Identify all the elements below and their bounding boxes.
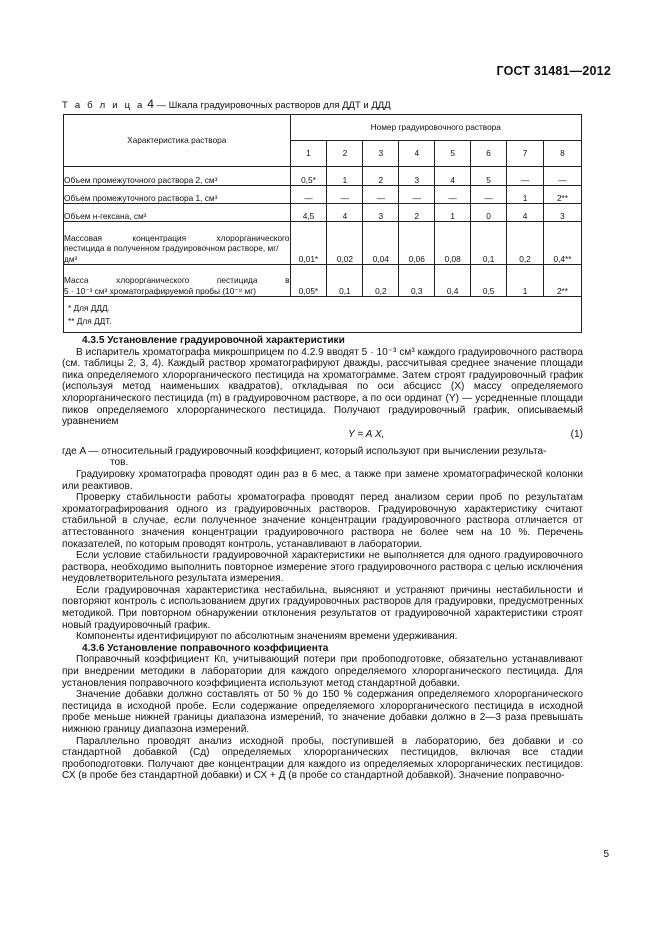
row-label-line: пестицида в полученном градуировочном растворе, мг/дм³	[64, 243, 279, 264]
table-cell: 3	[543, 204, 581, 222]
header-characteristic: Характеристика раствора	[64, 115, 291, 167]
row-label-line: Массовая концентрация хлорорганического	[64, 232, 290, 243]
table-caption-title: — Шкала градуировочных растворов для ДДТ и ДДД	[153, 100, 391, 111]
table-cell: —	[543, 167, 581, 186]
table-notes	[64, 297, 582, 333]
table-cell: 1	[327, 167, 363, 186]
row-label-line: Масса хлорорганического пестицида в	[64, 275, 290, 285]
table-cell: 0,02	[327, 222, 363, 265]
table-row	[64, 186, 582, 204]
column-number: 6	[471, 141, 507, 167]
where-text: где A — относительный градуировочный коэффициент, который используют при вычислении результа-	[62, 445, 547, 457]
table-caption-number: 4	[147, 97, 154, 111]
column-number: 5	[435, 141, 471, 167]
table-cell: 4,5	[290, 204, 327, 222]
section-heading: 4.3.5 Установление градуировочной характеристики	[82, 335, 345, 346]
table-cell: 3	[399, 167, 435, 186]
table-cell: —	[363, 186, 399, 204]
table-caption-prefix: Т а б л и ц а	[62, 100, 145, 111]
paragraph: В испаритель хроматографа микрошприцем по 4.2.9 вводят 5 · 10⁻³ см³ каждого градуировочного раствора (см. таблицы 2, 3, 4). Каждый раствор хроматографируют дважды, рассчитывая среднее значение площади пика определяемого хлорорганического пестицида на хроматограмме. Затем строят градуировочный график (используя метод наименьших квадратов), откладывая по оси абсцисс (X) массу определяемого хлорорганического пестицида (m) в градуировочном растворе, а по оси ординат (Y) — усредненные площади пиков определяемого хлорорганического пестицида. Получают градуировочный график, описываемый уравнением	[62, 346, 583, 428]
row-label	[64, 265, 291, 297]
table-cell: 0,06	[399, 222, 435, 265]
equation-number: (1)	[570, 428, 583, 440]
table-cell: —	[399, 186, 435, 204]
body-text	[62, 335, 583, 782]
row-label: Объем промежуточного раствора 2, см³	[64, 167, 291, 186]
table-cell: 0,1	[471, 222, 507, 265]
column-number: 1	[290, 141, 327, 167]
table-cell: 0,3	[399, 265, 435, 297]
table-cell: 5	[471, 167, 507, 186]
table-cell: 0	[471, 204, 507, 222]
table-note: ** Для ДДТ.	[68, 315, 112, 326]
row-label	[64, 222, 291, 265]
standard-code: ГОСТ 31481—2012	[496, 64, 611, 78]
paragraph: Проверку стабильности работы хроматографа проводят перед анализом серии проб по результатам хроматографирования одного из градуировочных растворов. Градуировочную характеристику считают стабильной в случае, если полученное значение концентрации градуировочного раствора отличается от аттестованного значения концентрации градуировочного раствора не более чем на 10 %. Перечень показателей, по которым проводят контроль, устанавливают в лаборатории.	[62, 492, 583, 550]
calibration-table	[63, 114, 582, 333]
column-number: 2	[327, 141, 363, 167]
table-cell: 0,2	[507, 222, 544, 265]
table-cell: 2	[363, 167, 399, 186]
table-cell: 0,5	[471, 265, 507, 297]
paragraph: Если градуировочная характеристика нестабильна, выясняют и устраняют причины нестабильности и повторяют контроль с использованием других градуировочных растворов для градуировки, предусмотренных методикой. При повторном обнаружении отклонения результатов от градуировочной характеристики строят новый градуировочный график.	[62, 584, 583, 631]
where-clause	[62, 446, 583, 469]
paragraph: Градуировку хроматографа проводят один раз в 6 мес, а также при замене хроматографической колонки или реактивов.	[62, 468, 583, 492]
table-row	[64, 222, 582, 265]
table-cell: 2	[399, 204, 435, 222]
table-cell: —	[471, 186, 507, 204]
column-number: 7	[507, 141, 544, 167]
table-row	[64, 265, 582, 297]
row-label: Объем промежуточного раствора 1, см³	[64, 186, 291, 204]
table-cell: 4	[507, 204, 544, 222]
where-continuation: тов.	[110, 457, 129, 469]
paragraph: Если условие стабильности градуировочной характеристики не выполняется для одного градуировочного раствора, необходимо выполнить повторное измерение этого градуировочного раствора с целью исключения неудовлетворительного результата измерения.	[62, 550, 583, 585]
table-cell: 4	[435, 167, 471, 186]
section-heading: 4.3.6 Установление поправочного коэффициента	[82, 642, 329, 654]
table-cell: —	[435, 186, 471, 204]
table-cell: —	[507, 167, 544, 186]
page-number: 5	[603, 849, 609, 860]
paragraph: Компоненты идентифицируют по абсолютным значениям времени удерживания.	[76, 631, 458, 643]
row-label-line: 5 · 10⁻³ см³ хроматографируемой пробы (10⁻⁸ мг)	[64, 285, 256, 296]
equation-formula: Y = A X,	[348, 428, 385, 440]
table-cell: 1	[507, 186, 544, 204]
paragraph: Значение добавки должно составлять от 50 % до 150 % содержания определяемого хлорорганического пестицида в исходной пробе. Если содержание определяемого хлорорганического пестицида в исходной пробе меньше нижней границы диапазона измерений, то значение добавки должно в 2—3 раза превышать нижнюю границу диапазона измерений.	[62, 689, 583, 735]
table-caption	[62, 97, 391, 111]
table-cell: 1	[507, 265, 544, 297]
table-cell: 1	[435, 204, 471, 222]
table-cell: —	[290, 186, 327, 204]
header-solution-number: Номер градуировочного раствора	[290, 115, 581, 141]
table-cell: 2**	[543, 186, 581, 204]
table-cell: 0,4	[435, 265, 471, 297]
table-note: * Для ДДД.	[68, 302, 110, 313]
table-cell: 0,08	[435, 222, 471, 265]
table-cell: 0,04	[363, 222, 399, 265]
table-cell: 0,2	[363, 265, 399, 297]
table-cell: 0,5*	[290, 167, 327, 186]
table-row	[64, 204, 582, 222]
column-number: 8	[543, 141, 581, 167]
table-cell: 4	[327, 204, 363, 222]
column-number: 4	[399, 141, 435, 167]
paragraph: Поправочный коэффициент Кп, учитывающий потери при пробоподготовке, обязательно устанавливают при внедрении методики в лаборатории для каждого определяемого хлорорганического пестицида. Для установления поправочного коэффициента используют метод стандартной добавки.	[62, 654, 583, 689]
table-cell: 0,4**	[543, 222, 581, 265]
table-cell: 0,1	[327, 265, 363, 297]
paragraph: Параллельно проводят анализ исходной пробы, поступившей в лабораторию, без добавки и со стандартной добавкой (Сд) определяемых хлорорганических пестицидов, включая все стадии пробоподготовки. Получают две концентрации для каждого из определяемых хлорорганических пестицидов: СХ (в пробе без стандартной добавки) и СХ + Д (в пробе со стандартной добавкой). Значение поправочно-	[62, 735, 583, 782]
table-cell: 2**	[543, 265, 581, 297]
table-cell: 0,01*	[290, 222, 327, 265]
row-label: Объем н-гексана, см³	[64, 204, 291, 222]
table-cell: —	[327, 186, 363, 204]
table-cell: 0,05*	[290, 265, 327, 297]
table-row	[64, 167, 582, 186]
column-number: 3	[363, 141, 399, 167]
equation	[62, 429, 583, 443]
table-cell: 3	[363, 204, 399, 222]
